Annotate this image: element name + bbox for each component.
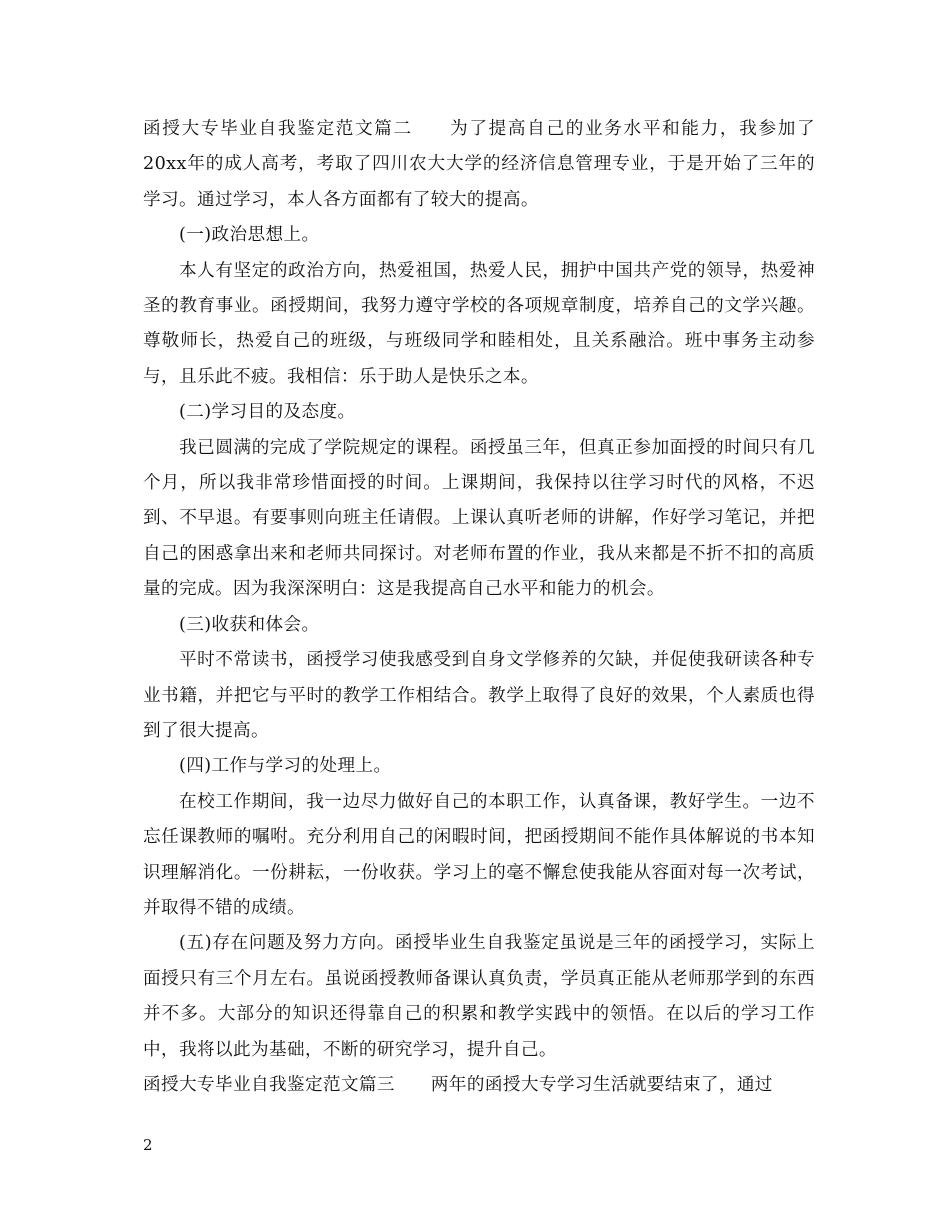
section2-intro: 为了提高自己的业务水平和能力，我参加了20xx年的成人高考，考取了四川农大大学的经济信息管理专业，于是开始了三年的学习。通过学习，本人各方面都有了较大的提高。 [143,119,815,210]
section3-title: 函授大专毕业自我鉴定范文篇三 [143,1074,395,1095]
heading-gains: (三)收获和体会。 [179,614,320,635]
paragraph-problems: (五)存在问题及努力方向。函授毕业生自我鉴定虽说是三年的函授学习，实际上面授只有三个月左右。虽说函授教师备课认真负责，学员真正能从老师那学到的东西并不多。大部分的知识还得靠自己的积累和教学实践中的领悟。在以后的学习工作中，我将以此为基础，不断的研究学习，提升自己。 [143,933,815,1060]
paragraph-study-attitude: 我已圆满的完成了学院规定的课程。函授虽三年，但真正参加面授的时间只有几个月，所以我非常珍惜面授的时间。上课期间，我保持以往学习时代的风格，不迟到、不早退。有要事则向班主任请假。上课认真听老师的讲解，作好学习笔记，并把自己的困惑拿出来和老师共同探讨。对老师布置的作业，我从来都是不折不扣的高质量的完成。因为我深深明白：这是我提高自己水平和能力的机会。 [143,437,815,600]
paragraph-work-study: 在校工作期间，我一边尽力做好自己的本职工作，认真备课，教好学生。一边不忘任课教师的嘱咐。充分利用自己的闲暇时间，把函授期间不能作具体解说的书本知识理解消化。一份耕耘，一份收获。学习上的毫不懈怠使我能从容面对每一次考试，并取得不错的成绩。 [143,791,815,918]
document-body [143,112,815,1103]
paragraph-politics: 本人有坚定的政治方向，热爱祖国，热爱人民，拥护中国共产党的领导，热爱神圣的教育事业。函授期间，我努力遵守学校的各项规章制度，培养自己的文学兴趣。尊敬师长，热爱自己的班级，与班级同学和睦相处，且关系融洽。班中事务主动参与，且乐此不疲。我相信：乐于助人是快乐之本。 [143,260,815,387]
heading-politics: (一)政治思想上。 [179,225,320,246]
heading-work-study: (四)工作与学习的处理上。 [179,756,392,777]
paragraph-gains: 平时不常读书，函授学习使我感受到自身文学修养的欠缺，并促使我研读各种专业书籍，并把它与平时的教学工作相结合。教学上取得了良好的效果，个人素质也得到了很大提高。 [143,650,815,741]
section3-paragraph [143,1068,815,1103]
page-number: 2 [143,1136,153,1154]
section2-paragraph [143,112,815,218]
section3-intro: 两年的函授大专学习生活就要结束了，通过 [430,1074,773,1095]
heading-study-attitude: (二)学习目的及态度。 [179,402,356,423]
section2-title: 函授大专毕业自我鉴定范文篇二 [143,119,413,139]
